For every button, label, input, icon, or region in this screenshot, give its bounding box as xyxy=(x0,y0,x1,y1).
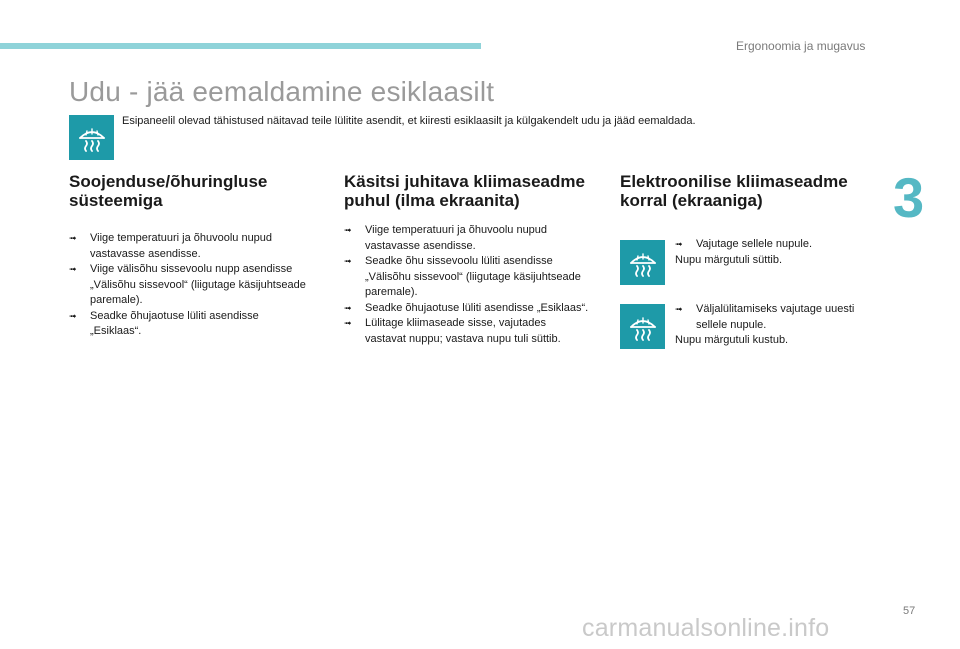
column-heading: Käsitsi juhitava kliimaseadme puhul (ilma ekraanita) xyxy=(344,172,585,210)
list-item: ➟ Viige temperatuuri ja õhuvoolu nupud vastavasse asendisse. xyxy=(69,232,273,260)
page-title: Udu - jää eemaldamine esiklaasilt xyxy=(69,76,495,107)
bullet-arrow-icon: ➟ xyxy=(344,318,352,328)
watermark: carmanualsonline.info xyxy=(582,614,830,642)
step-press-on xyxy=(675,237,885,268)
list-item: ➟ Seadke õhujaotuse lüliti asendisse „Esiklaas“. xyxy=(69,309,259,337)
bullet-arrow-icon: ➟ xyxy=(344,225,352,235)
step-list xyxy=(344,223,589,347)
column-manual-ac xyxy=(344,172,589,347)
column-heading: Elektroonilise kliimaseadme korral (ekraaniga) xyxy=(620,172,848,210)
list-item: ➟ Seadke õhujaotuse lüliti asendisse „Esiklaas“. xyxy=(344,301,589,317)
bullet-arrow-icon: ➟ xyxy=(69,264,77,274)
column-heating-system xyxy=(69,172,309,340)
step-list xyxy=(675,302,885,333)
bullet-arrow-icon: ➟ xyxy=(675,304,683,314)
step-press-off xyxy=(675,302,885,348)
bullet-arrow-icon: ➟ xyxy=(675,239,683,249)
list-item: ➟ Viige temperatuuri ja õhuvoolu nupud vastavasse asendisse. xyxy=(344,224,548,252)
list-item: ➟ Viige välisõhu sissevoolu nupp asendisse „Välisõhu sissevool“ (liigutage käsijuhtseade paremale). xyxy=(69,263,306,306)
windscreen-defrost-icon xyxy=(620,304,665,349)
indicator-note: Nupu märgutuli süttib. xyxy=(675,253,782,266)
section-title: Ergonoomia ja mugavus xyxy=(736,39,866,53)
column-heading: Soojenduse/õhuringluse süsteemiga xyxy=(69,172,268,210)
bullet-arrow-icon: ➟ xyxy=(69,233,77,243)
list-item: ➟ Väljalülitamiseks vajutage uuesti sellele nupule. xyxy=(675,303,855,331)
column-electronic-ac xyxy=(620,172,885,210)
list-item: ➟ Vajutage sellele nupule. xyxy=(675,237,885,253)
chapter-number: 3 xyxy=(893,166,925,229)
step-list xyxy=(675,237,885,253)
bullet-arrow-icon: ➟ xyxy=(344,302,352,313)
header-accent-bar xyxy=(0,43,481,49)
list-item: ➟ Seadke õhu sissevoolu lüliti asendisse „Välisõhu sissevool“ (liigutage käsijuhtseade paremale). xyxy=(344,255,581,298)
indicator-note: Nupu märgutuli kustub. xyxy=(675,334,789,346)
list-item: ➟ Lülitage kliimaseade sisse, vajutades vastavat nuppu; vastava nupu tuli süttib. xyxy=(344,317,561,345)
windscreen-defrost-icon xyxy=(69,115,114,160)
step-list xyxy=(69,231,309,340)
bullet-arrow-icon: ➟ xyxy=(69,310,77,321)
bullet-arrow-icon: ➟ xyxy=(344,256,352,266)
windscreen-defrost-icon xyxy=(620,240,665,285)
page-number: 57 xyxy=(903,605,916,617)
intro-text: Esipaneelil olevad tähistused näitavad teile lülitite asendit, et kiiresti esiklaasilt ja külgakendelt udu ja jääd eemaldada. xyxy=(122,115,696,127)
